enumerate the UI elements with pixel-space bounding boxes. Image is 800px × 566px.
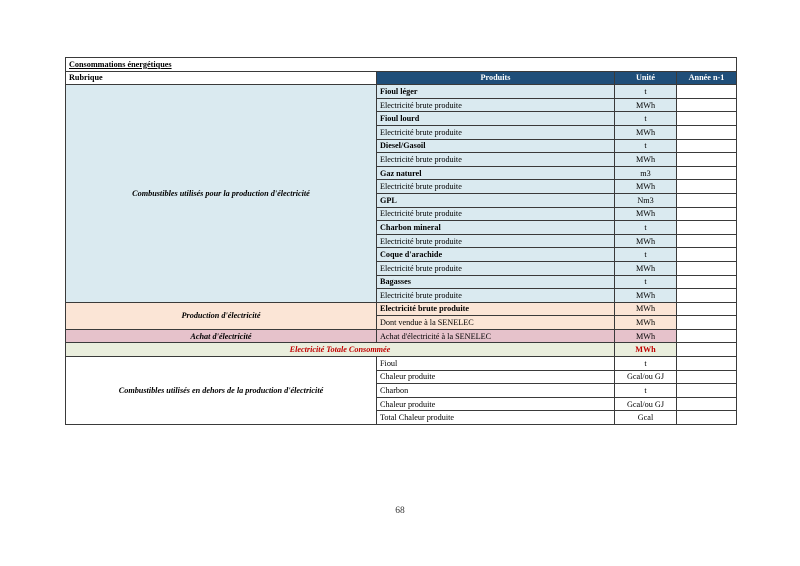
table-title-text: Consommations énergétiques [69,59,172,69]
page-number: 68 [395,506,405,516]
annee-cell[interactable] [677,166,737,180]
product-cell: Fioul lourd [377,112,615,126]
annee-cell[interactable] [677,397,737,411]
annee-cell[interactable] [677,275,737,289]
unit-cell: t [615,112,677,126]
table-row [66,85,737,99]
product-cell: Electricité brute produite [377,234,615,248]
annee-cell[interactable] [677,193,737,207]
annee-cell[interactable] [677,248,737,262]
unit-cell: MWh [615,302,677,316]
column-header-annee: Année n-1 [677,71,737,85]
product-cell: Charbon mineral [377,221,615,235]
annee-cell[interactable] [677,234,737,248]
product-cell: Fioul léger [377,85,615,99]
unit-cell: MWh [615,207,677,221]
unit-cell: MWh [615,261,677,275]
annee-cell[interactable] [677,221,737,235]
product-cell: Electricité brute produite [377,98,615,112]
annee-cell[interactable] [677,316,737,330]
annee-cell[interactable] [677,411,737,425]
unit-cell: Gcal/ou GJ [615,370,677,384]
annee-cell[interactable] [677,125,737,139]
annee-cell[interactable] [677,370,737,384]
section-label-total: Electricité Totale Consommée [66,343,615,357]
product-cell: Diesel/Gasoil [377,139,615,153]
annee-cell[interactable] [677,98,737,112]
table-body [66,58,737,425]
product-cell: Coque d'arachide [377,248,615,262]
product-cell: Chaleur produite [377,370,615,384]
unit-cell: t [615,357,677,371]
unit-cell: MWh [615,153,677,167]
column-header-produits: Produits [377,71,615,85]
unit-cell: t [615,85,677,99]
product-cell: Electricité brute produite [377,289,615,303]
annee-cell[interactable] [677,85,737,99]
table-header-row [66,71,737,85]
product-cell: Electricité brute produite [377,302,615,316]
section-label-2: Achat d'électricité [66,329,377,343]
product-cell: Electricité brute produite [377,125,615,139]
energy-consumption-table [65,57,737,425]
product-cell: Fioul [377,357,615,371]
unit-cell: t [615,139,677,153]
table-row [66,343,737,357]
unit-cell: Gcal/ou GJ [615,397,677,411]
unit-cell: t [615,248,677,262]
unit-cell: m3 [615,166,677,180]
annee-cell[interactable] [677,357,737,371]
energy-consumption-table-container [65,57,736,425]
unit-cell: MWh [615,289,677,303]
unit-cell: MWh [615,316,677,330]
annee-cell[interactable] [677,180,737,194]
table-row [66,302,737,316]
table-title-row [66,58,737,72]
product-cell: Chaleur produite [377,397,615,411]
unit-cell: MWh [615,343,677,357]
product-cell: Charbon [377,384,615,398]
unit-cell: Nm3 [615,193,677,207]
column-header-unite: Unité [615,71,677,85]
annee-cell[interactable] [677,384,737,398]
product-cell: Dont vendue à la SENELEC [377,316,615,330]
product-cell: Electricité brute produite [377,261,615,275]
unit-cell: MWh [615,234,677,248]
annee-cell[interactable] [677,289,737,303]
annee-cell[interactable] [677,302,737,316]
unit-cell: Gcal [615,411,677,425]
column-header-rubrique: Rubrique [66,71,377,85]
annee-cell[interactable] [677,343,737,357]
product-cell: Electricité brute produite [377,153,615,167]
annee-cell[interactable] [677,207,737,221]
product-cell: GPL [377,193,615,207]
product-cell: Total Chaleur produite [377,411,615,425]
table-row [66,357,737,371]
unit-cell: MWh [615,329,677,343]
unit-cell: MWh [615,98,677,112]
table-title [66,58,737,72]
annee-cell[interactable] [677,139,737,153]
product-cell: Electricité brute produite [377,180,615,194]
annee-cell[interactable] [677,261,737,275]
unit-cell: t [615,275,677,289]
section-label-0: Combustibles utilisés pour la production d'électricité [66,85,377,303]
product-cell: Electricité brute produite [377,207,615,221]
table-row [66,329,737,343]
section-label-4: Combustibles utilisés en dehors de la production d'électricité [66,357,377,425]
unit-cell: MWh [615,180,677,194]
annee-cell[interactable] [677,112,737,126]
section-label-1: Production d'électricité [66,302,377,329]
annee-cell[interactable] [677,153,737,167]
product-cell: Bagasses [377,275,615,289]
product-cell: Achat d'électricité à la SENELEC [377,329,615,343]
annee-cell[interactable] [677,329,737,343]
unit-cell: t [615,384,677,398]
unit-cell: MWh [615,125,677,139]
unit-cell: t [615,221,677,235]
product-cell: Gaz naturel [377,166,615,180]
